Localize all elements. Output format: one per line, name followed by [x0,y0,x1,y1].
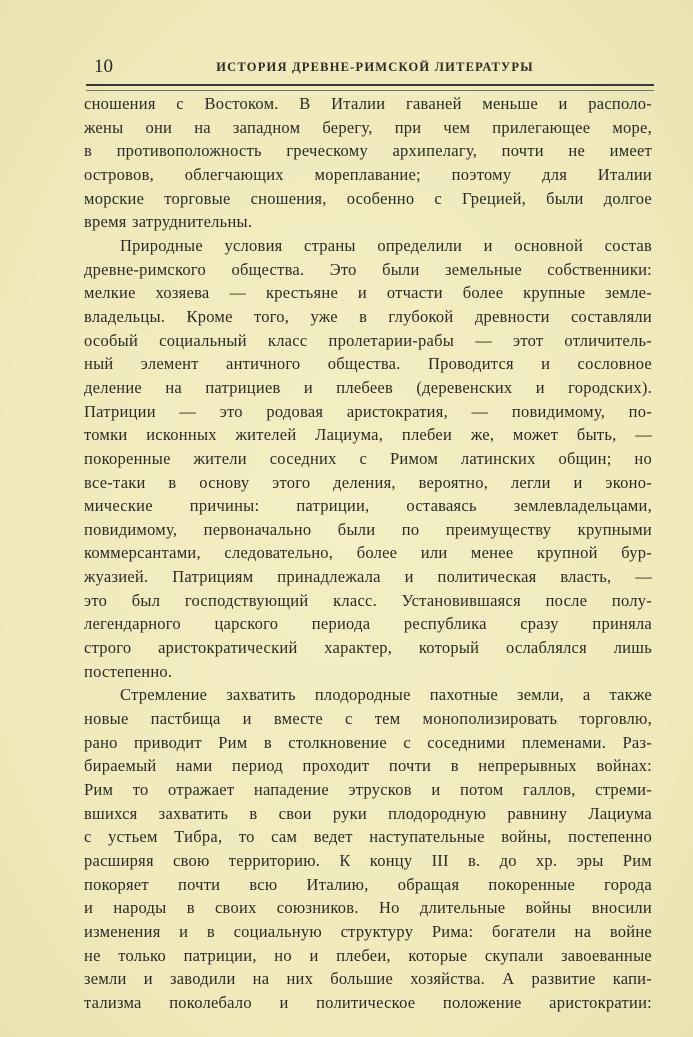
text-line: с устьем Тибра, то сам ведет наступательные войны, постепенно [84,827,652,847]
header-rule [86,84,654,91]
paragraph [84,234,652,683]
text-line: Природные условия страны определили и основной состав [120,235,652,255]
text-line: повидимому, первоначально были по преимуществу крупными [84,519,652,539]
text-line: вшихся захватить в свои руки плодородную равнину Лациума [84,803,652,823]
text-line: не только патриции, но и плебеи, которые скупали завоеванные [84,945,652,965]
text-line: покоряет почти всю Италию, обращая покоренные города [84,874,652,894]
text-line: в противоположность греческому архипелагу, почти не имеет [84,141,652,161]
text-line: земли и заводили на них большие хозяйства. А развитие капи- [84,969,652,989]
paragraph [84,683,652,1014]
text-line: ный элемент античного общества. Проводится и сословное [84,354,652,374]
text-line: морские торговые сношения, особенно с Грецией, были долгое [84,188,652,208]
text-line: островов, облегчающих мореплавание; поэтому для Италии [84,164,652,184]
text-line: жуазией. Патрициям принадлежала и политическая власть, — [84,567,652,587]
text-line: жены они на западном берегу, при чем прилегающее море, [84,117,652,137]
page-body [84,92,652,1015]
text-line: это был господствующий класс. Установившаяся после полу- [84,590,652,610]
text-line: бираемый нами период проходит почти в непрерывных войнах: [84,756,652,776]
text-line: расширяя свою территорию. К концу III в. до хр. эры Рим [84,851,652,870]
text-line: коммерсантами, следовательно, более или менее крупной бур- [84,543,652,563]
text-line: и народы в своих союзников. Но длительные войны вносили [84,898,652,918]
text-line: особый социальный класс пролетарии-рабы — этот отличитель- [84,330,652,350]
text-line: рано приводит Рим в столкновение с соседними племенами. Раз- [84,732,652,752]
text-line: строго аристократический характер, который ослаблялся лишь [84,638,652,658]
text-line: время затруднительны. [84,212,253,232]
text-line: постепенно. [84,661,173,681]
text-line: деление на патрициев и плебеев (деревенских и городских). [84,377,652,397]
text-line: владельцы. Кроме того, уже в глубокой древности составляли [84,306,652,326]
text-line: изменения и в социальную структуру Рима: богатели на войне [84,921,652,941]
text-line: мические причины: патриции, оставаясь землевладельцами, [84,496,652,516]
text-line: Рим то отражает нападение этрусков и потом галлов, стреми- [84,780,652,800]
text-line: сношения с Востоком. В Италии гаваней меньше и располо- [84,94,652,113]
text-line: покоренные жители соседних с Римом латинских общин; но [84,448,652,468]
text-line: легендарного царского периода республика сразу приняла [84,614,652,634]
text-line: тализма поколебало и политическое положение аристократии: [84,992,652,1012]
text-line: Стремление захватить плодородные пахотные земли, а также [120,685,652,705]
page-number: 10 [94,56,113,77]
text-line: все-таки в основу этого деления, вероятно, легли и эконо- [84,472,652,492]
text-line: томки исконных жителей Лациума, плебеи же, может быть, — [84,425,652,445]
text-line: Патриции — это родовая аристократия, — повидимому, по- [84,401,652,421]
text-line: мелкие хозяева — крестьяне и отчасти более крупные земле- [84,283,652,303]
paragraph [84,92,652,234]
running-title: ИСТОРИЯ ДРЕВНЕ-РИМСКОЙ ЛИТЕРАТУРЫ [216,60,534,74]
text-line: древне-римского общества. Это были земельные собственники: [84,259,652,279]
text-line: новые пастбища и вместе с тем монополизировать торговлю, [84,709,652,729]
